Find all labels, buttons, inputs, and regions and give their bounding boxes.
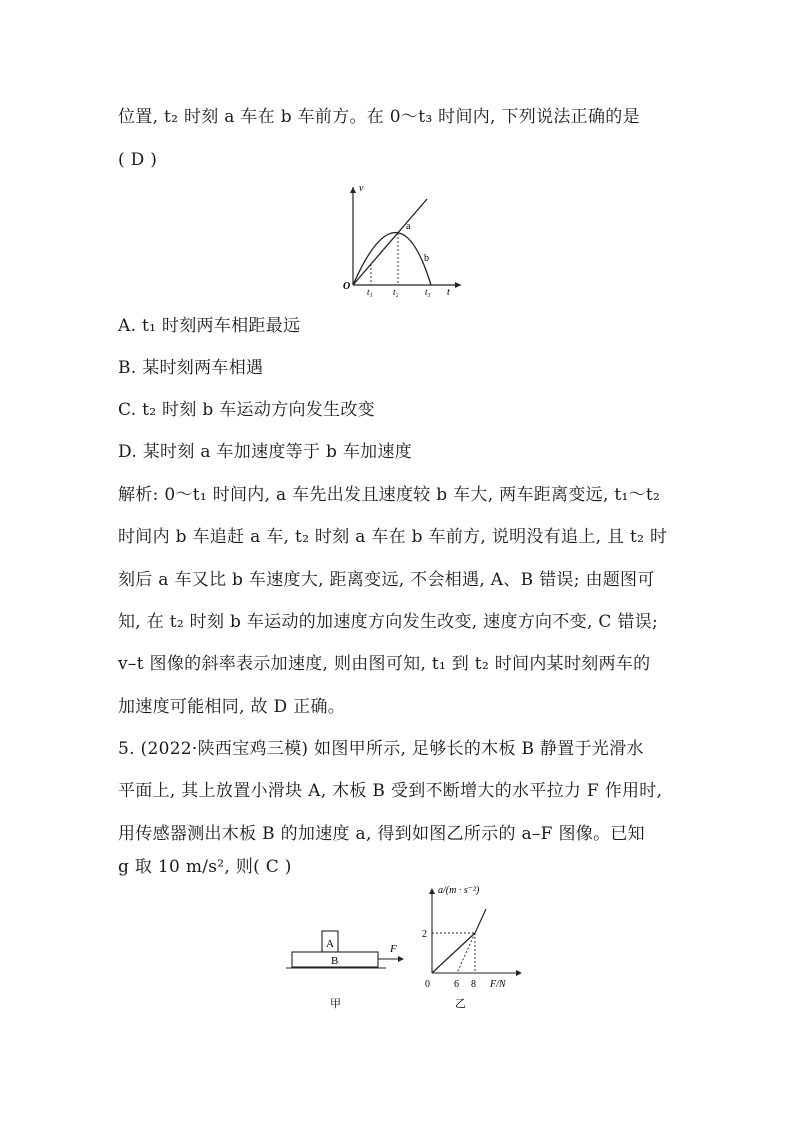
v-axis-label: v (359, 183, 364, 194)
analysis-line: 时间内 b 车追赶 a 车, t₂ 时刻 a 车在 b 车前方, 说明没有追上, 且 t₂ 时 (118, 527, 668, 547)
t1-label: t₁ (367, 287, 373, 297)
caption-jia: 甲 (330, 998, 341, 1010)
block-a-label: A (326, 938, 334, 950)
analysis-line: 知, 在 t₂ 时刻 b 车运动的加速度方向发生改变, 速度方向不变, C 错误; (118, 612, 659, 632)
t-axis-label: t (447, 287, 450, 297)
a-axis-label: a/(m · s⁻²) (438, 885, 480, 896)
graph-segment-2 (475, 909, 486, 933)
v-axis-arrow (350, 187, 356, 193)
q4-stem-line: 位置, t₂ 时刻 a 车在 b 车前方。在 0～t₃ 时间内, 下列说法正确的是 (118, 107, 640, 127)
analysis-line: 解析: 0～t₁ 时间内, a 车先出发且速度较 b 车大, 两车距离变远, t₁～t₂ (118, 485, 661, 505)
board-b-label: B (331, 955, 339, 967)
curve-b-label: b (424, 253, 429, 264)
extension-dashed-line (457, 933, 475, 973)
q5-stem-line: g 取 10 m/s², 则( C ) (118, 857, 292, 877)
figure-yi (420, 880, 528, 1012)
tick-2: 2 (422, 929, 427, 940)
option-b: B. 某时刻两车相遇 (118, 358, 264, 378)
a-axis-arrow (429, 888, 435, 894)
origin-zero: 0 (425, 979, 430, 990)
analysis-line: 刻后 a 车又比 b 车速度大, 距离变远, 不会相遇, A、B 错误; 由题图可 (118, 570, 655, 590)
analysis-line: 加速度可能相同, 故 D 正确。 (118, 697, 346, 717)
graph-segment-1 (432, 933, 475, 973)
option-a: A. t₁ 时刻两车相距最远 (118, 316, 301, 336)
caption-yi: 乙 (455, 998, 466, 1010)
option-c: C. t₂ 时刻 b 车运动方向发生改变 (118, 400, 375, 420)
vt-graph-figure (335, 182, 465, 297)
figure-jia (286, 925, 410, 1013)
tick-6: 6 (454, 979, 459, 990)
f-axis-label: F/N (490, 979, 506, 990)
option-d: D. 某时刻 a 车加速度等于 b 车加速度 (118, 442, 413, 462)
t-axis-arrow (455, 282, 461, 288)
force-label: F (390, 943, 397, 955)
q5-stem-line: 用传感器测出木板 B 的加速度 a, 得到如图乙所示的 a–F 图像。已知 (118, 824, 645, 844)
q4-answer: ( D ) (118, 150, 158, 170)
line-a (353, 199, 427, 285)
q5-stem-line: 5. (2022·陕西宝鸡三模) 如图甲所示, 足够长的木板 B 静置于光滑水 (118, 739, 644, 759)
f-axis-arrow (516, 970, 522, 976)
t3-label: t₃ (425, 287, 431, 297)
t2-label: t₂ (393, 287, 399, 297)
force-arrowhead (398, 956, 404, 962)
tick-8: 8 (471, 979, 476, 990)
curve-a-label: a (406, 221, 411, 232)
analysis-line: v–t 图像的斜率表示加速度, 则由图可知, t₁ 到 t₂ 时间内某时刻两车的 (118, 654, 651, 674)
origin-label: O (343, 281, 351, 292)
q5-stem-line: 平面上, 其上放置小滑块 A, 木板 B 受到不断增大的水平拉力 F 作用时, (118, 781, 663, 801)
